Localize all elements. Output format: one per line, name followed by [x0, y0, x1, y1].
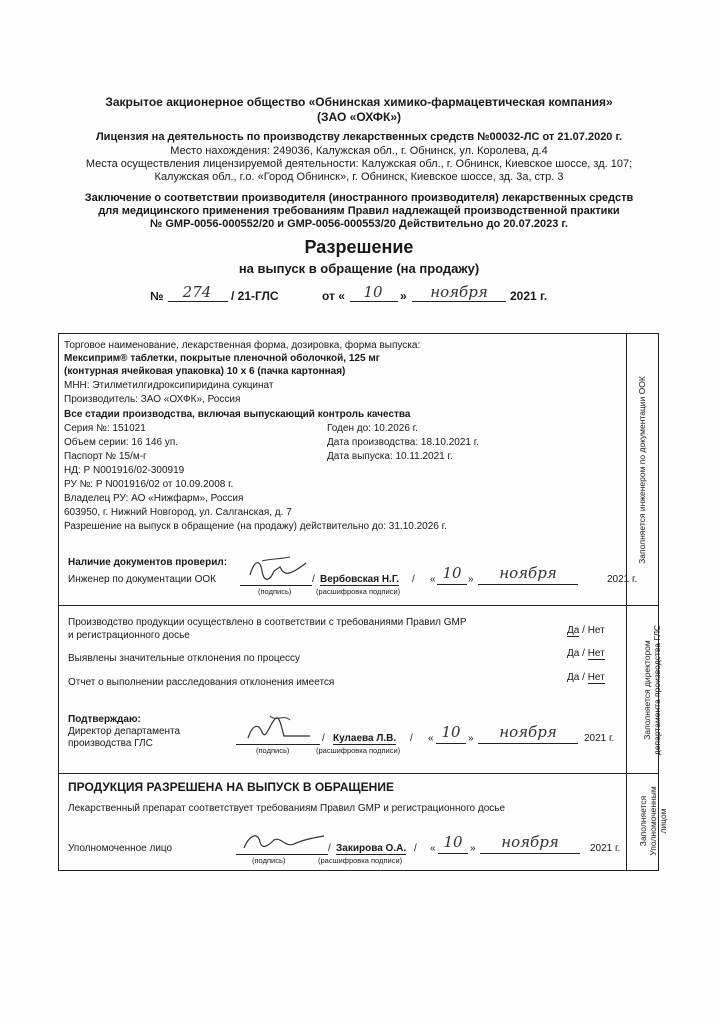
- frame-left: [58, 333, 59, 871]
- permit-no-label: №: [150, 289, 164, 303]
- qp-side-note: Заполняется Уполномоченным лицом: [638, 786, 668, 856]
- product-name-line-2: (контурная ячейковая упаковка) 10 х 6 (пачка картонная): [64, 366, 346, 377]
- gmp-line-3: № GMP-0056-000552/20 и GMP-0056-000553/20 Действительно до 20.07.2023 г.: [150, 218, 568, 230]
- checked-title: Наличие документов проверил:: [68, 557, 228, 568]
- product-series: Серия №: 151021: [64, 423, 146, 434]
- director-year: 2021 г.: [584, 733, 615, 744]
- company-short-name: (ЗАО «ОХФК»): [316, 110, 402, 124]
- qp-caption-decoding: (расшифровка подписи): [318, 856, 403, 865]
- director-side-note: Заполняется директором департамента производства ГЛС: [642, 624, 662, 756]
- gmp-line-2: для медицинского применения требованиям Правил надлежащей производственной практики: [98, 205, 620, 217]
- director-signature-line: [236, 744, 320, 745]
- qp-date-month: ноября: [501, 833, 559, 851]
- product-stages: Все стадии производства, включая выпускающий контроль качества: [64, 409, 411, 420]
- ook-signature: [240, 553, 310, 587]
- gmp-yes: Да / Нет: [567, 625, 605, 636]
- product-valid-until: Разрешение на выпуск в обращение (на продажу) действительно до: 31.10.2026 г.: [64, 521, 447, 532]
- gmp-item-line-1: Производство продукции осуществлено в соответствии с требованиями Правил GMP: [68, 617, 467, 628]
- permit-subtitle: на выпуск в обращение (на продажу): [238, 261, 480, 276]
- ook-side-note: Заполняется инженером по документации ООК: [637, 376, 647, 564]
- gmp-item-line-2: и регистрационного досье: [68, 630, 190, 641]
- director-date-day: 10: [441, 723, 461, 741]
- permit-no-suffix: / 21-ГЛС: [231, 289, 279, 303]
- product-mnn: МНН: Этилметилгидроксипиридина сукцинат: [64, 380, 274, 391]
- ook-signature-line: [240, 585, 312, 586]
- gmp-line-1: Заключение о соответствии производителя (иностранного производителя) лекарственных средств: [84, 192, 634, 204]
- qp-year: 2021 г.: [590, 843, 621, 854]
- permit-year: 2021 г.: [510, 289, 548, 303]
- sites-line-2: Калужская обл., г.о. «Город Обнинск», г. Обнинск, Киевское шоссе, зд. 3а, стр. 3: [154, 171, 564, 183]
- director-role-line-1: Директор департамента: [68, 726, 181, 737]
- permit-no-handwritten: 274: [182, 283, 212, 301]
- qp-date-day: 10: [443, 833, 463, 851]
- product-production-date: Дата производства: 18.10.2021 г.: [327, 437, 479, 448]
- permit-no-underline: [168, 301, 228, 302]
- permit-from-label: от «: [322, 289, 345, 303]
- product-holder-address: 603950, г. Нижний Новгород, ул. Салганская, д. 7: [64, 507, 292, 518]
- ook-caption-decoding: (расшифровка подписи): [316, 587, 401, 596]
- qp-caption-signature: (подпись): [252, 856, 286, 865]
- permit-mid-quote: »: [400, 289, 407, 303]
- deviations-item: Выявлены значительные отклонения по процессу: [68, 653, 301, 664]
- product-volume: Объем серии: 16 146 уп.: [64, 437, 179, 448]
- released-statement: Лекарственный препарат соответствует требованиям Правил GMP и регистрационного досье: [68, 803, 506, 814]
- deviations-answer: Да / Нет: [567, 648, 605, 659]
- ook-caption-signature: (подпись): [258, 587, 292, 596]
- product-holder: Владелец РУ: АО «Нижфарм», Россия: [64, 493, 244, 504]
- qp-role: Уполномоченное лицо: [68, 843, 173, 854]
- product-name-line-1: Мексиприм® таблетки, покрытые пленочной оболочкой, 125 мг: [64, 353, 380, 364]
- product-release-date: Дата выпуска: 10.11.2021 г.: [327, 451, 453, 462]
- product-passport: Паспорт № 15/м-г: [64, 451, 147, 462]
- director-name: Кулаева Л.В.: [333, 733, 397, 744]
- qp-signature: [238, 828, 328, 856]
- report-answer: Да / Нет: [567, 672, 605, 683]
- confirm-title: Подтверждаю:: [68, 714, 141, 725]
- ook-date-month: ноября: [499, 564, 557, 582]
- ook-year: 2021 г.: [607, 574, 638, 585]
- director-caption-decoding: (расшифровка подписи): [316, 746, 401, 755]
- frame-divider-2: [58, 773, 659, 774]
- sites-line-1: Места осуществления лицензируемой деятельности: Калужская обл., г. Обнинск, Киевское шоссе, зд. 107;: [85, 158, 633, 170]
- ook-role: Инженер по документации ООК: [68, 574, 216, 585]
- product-manufacturer: Производитель: ЗАО «ОХФК», Россия: [64, 394, 241, 405]
- product-header: Торговое наименование, лекарственная форма, дозировка, форма выпуска:: [64, 340, 421, 351]
- frame-bottom: [58, 870, 659, 871]
- frame-inner-right: [626, 333, 627, 871]
- permit-month-underline: [412, 301, 506, 302]
- frame-divider-1: [58, 605, 659, 606]
- director-caption-signature: (подпись): [256, 746, 290, 755]
- director-date-month: ноября: [499, 723, 557, 741]
- ook-name: Вербовская Н.Г.: [320, 574, 400, 585]
- qp-signature-line: [236, 854, 328, 855]
- qp-name: Закирова О.А.: [336, 843, 407, 854]
- address-line: Место нахождения: 249036, Калужская обл., г. Обнинск, ул. Королева, д.4: [170, 145, 548, 157]
- product-nd: НД: Р N001916/02-300919: [64, 465, 185, 476]
- director-role-line-2: производства ГЛС: [68, 738, 153, 749]
- permit-title: Разрешение: [304, 237, 414, 257]
- permit-day-underline: [350, 301, 398, 302]
- director-signature: [240, 712, 320, 748]
- company-name: Закрытое акционерное общество «Обнинская химико-фармацевтическая компания»: [105, 95, 613, 109]
- report-item: Отчет о выполнении расследования отклонения имеется: [68, 677, 335, 688]
- frame-top: [58, 333, 659, 334]
- permit-month-handwritten: ноября: [430, 283, 488, 301]
- permit-day-handwritten: 10: [363, 283, 383, 301]
- ook-date-day: 10: [442, 564, 462, 582]
- product-expiry: Годен до: 10.2026 г.: [327, 423, 418, 434]
- license-line: Лицензия на деятельность по производству лекарственных средств №00032-ЛС от 21.07.2020 г.: [95, 131, 623, 143]
- released-title: ПРОДУКЦИЯ РАЗРЕШЕНА НА ВЫПУСК В ОБРАЩЕНИЕ: [68, 780, 394, 794]
- product-ru: РУ №: Р N001916/02 от 10.09.2008 г.: [64, 479, 234, 490]
